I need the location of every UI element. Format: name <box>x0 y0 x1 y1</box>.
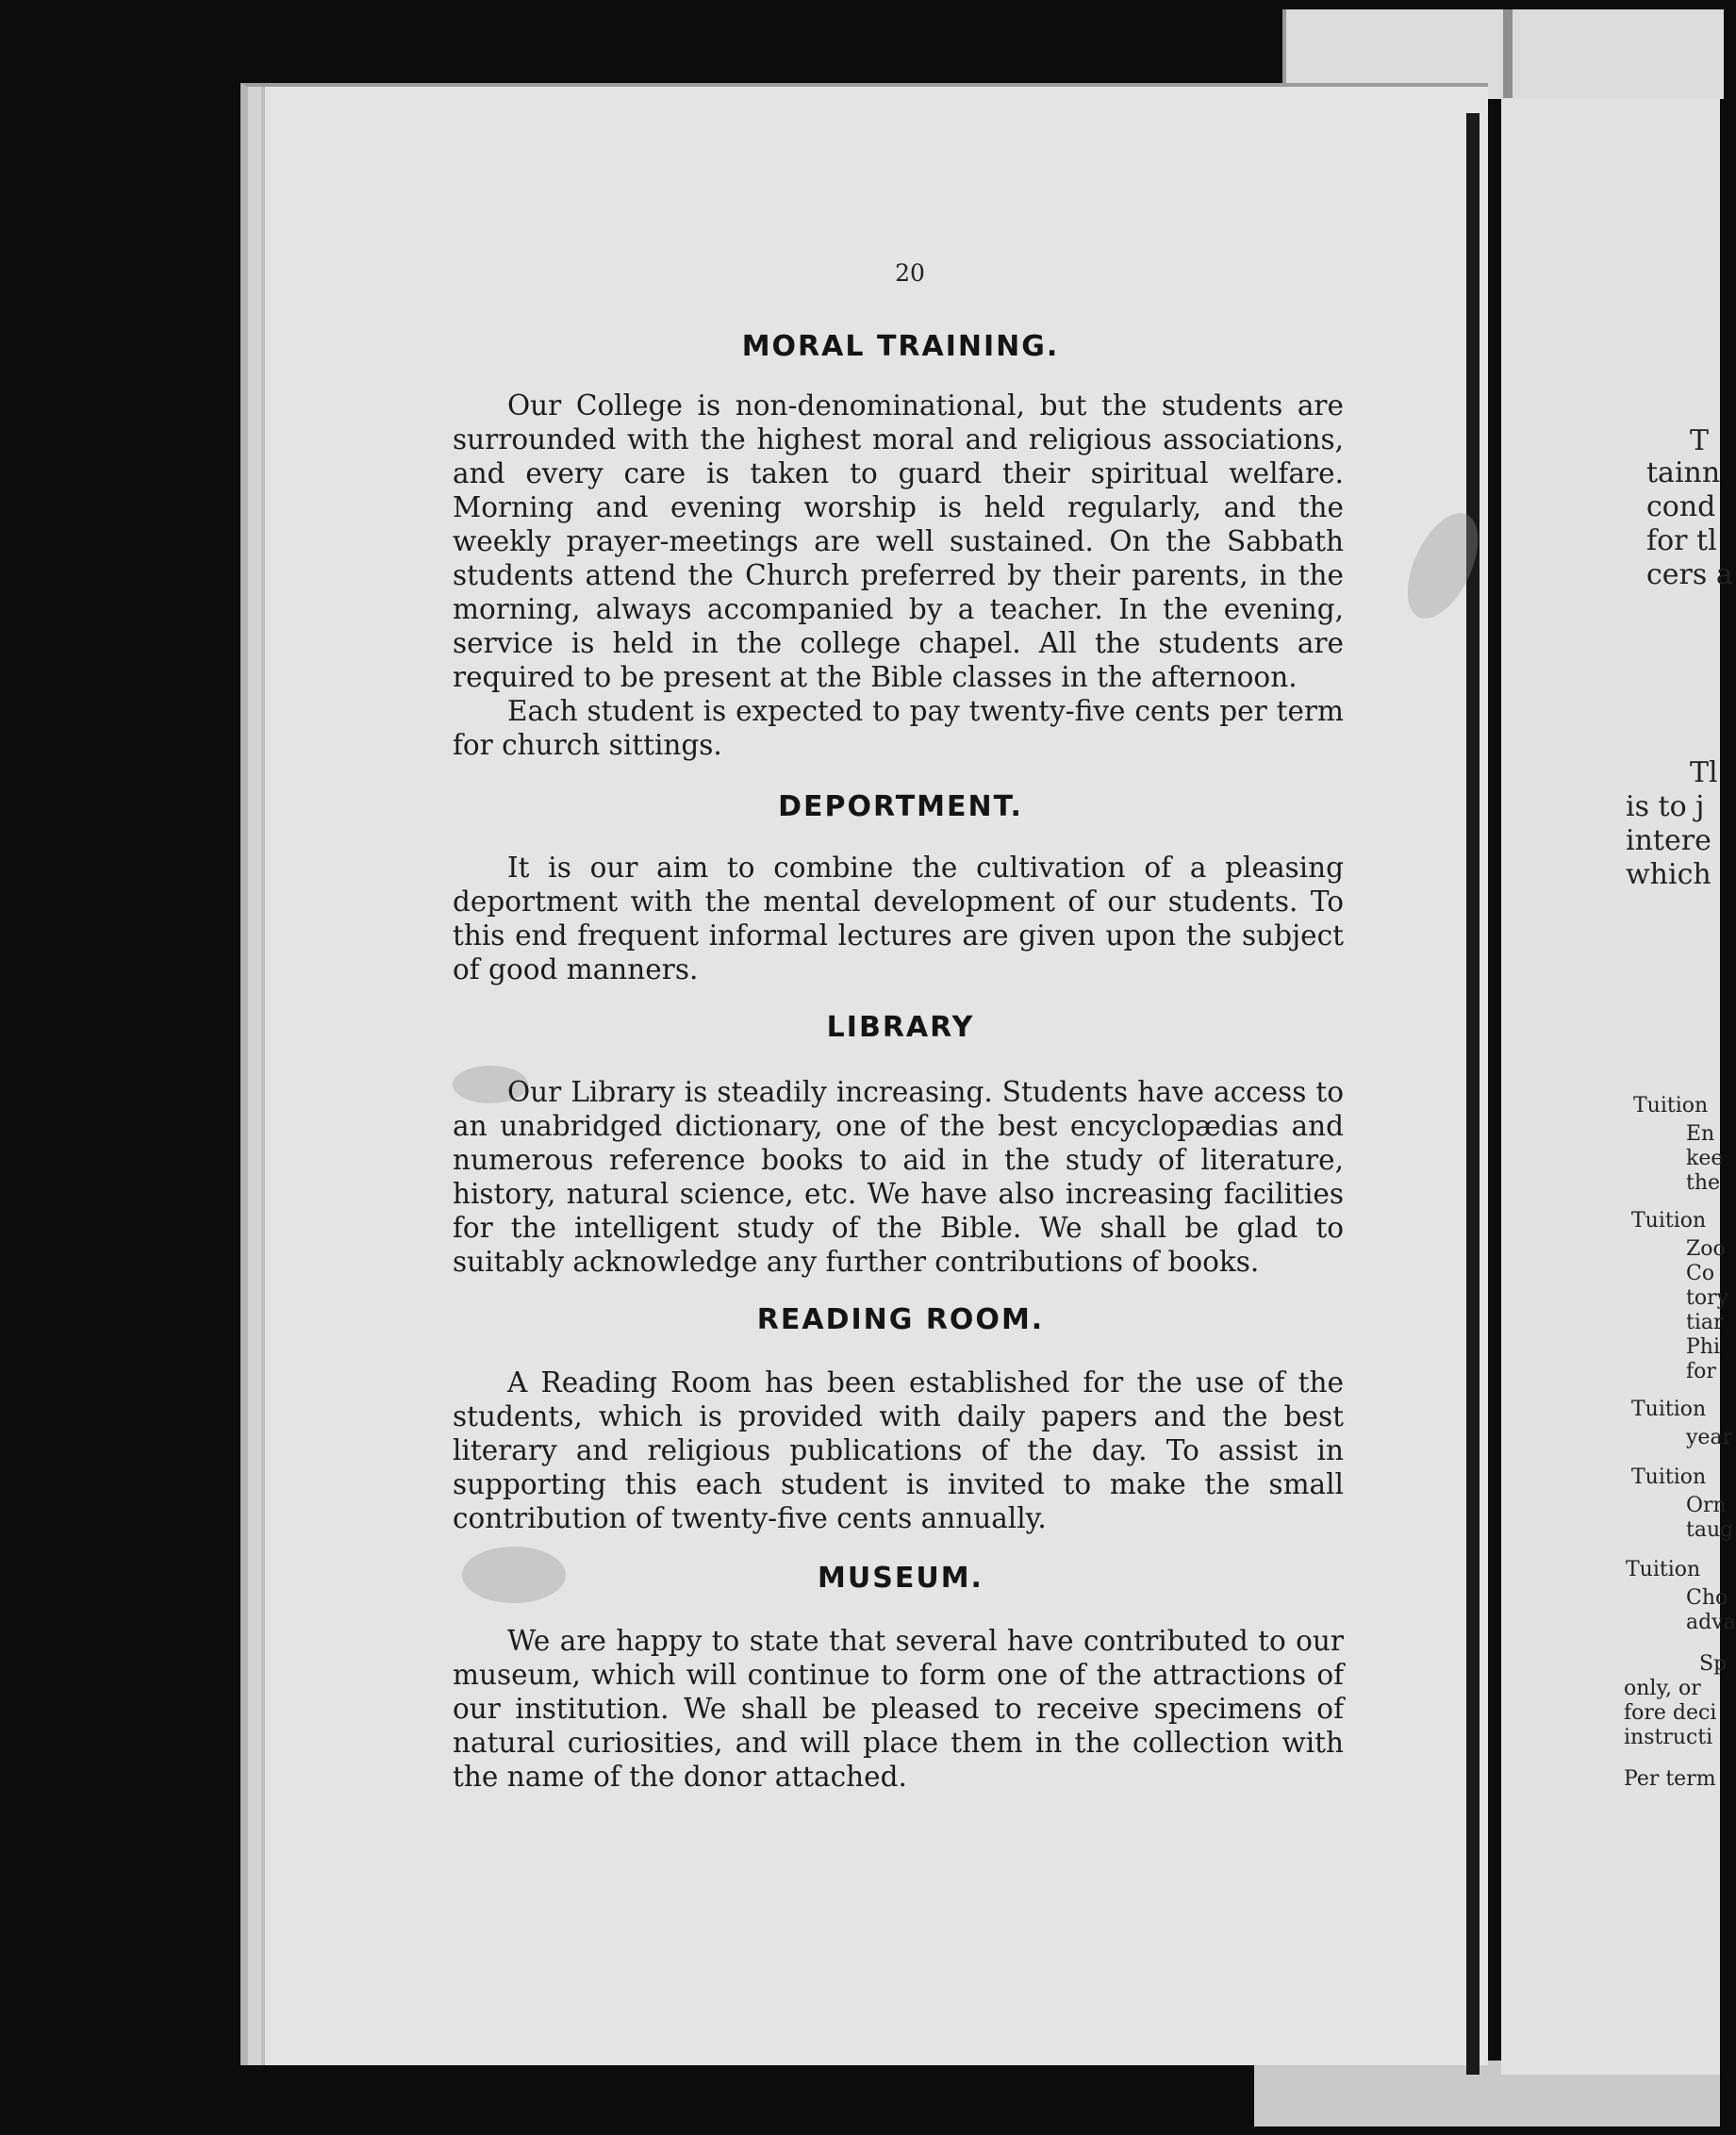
section-body-museum <box>453 1624 1344 1794</box>
right-page-text: instructi <box>1624 1726 1713 1749</box>
right-page-text: kee <box>1686 1147 1724 1170</box>
right-page-text: Tuition <box>1631 1398 1707 1421</box>
section-body-library <box>453 1075 1344 1279</box>
right-page-text: adva <box>1686 1611 1736 1634</box>
right-page-text: for <box>1686 1360 1716 1383</box>
right-page-text: T <box>1690 424 1710 457</box>
right-page-text: Phi <box>1686 1335 1721 1359</box>
paragraph: It is our aim to combine the cultivation of a pleasing deportment with the mental development of our students. To this end frequent informal lectures are given upon the subject of good manners. <box>453 852 1344 985</box>
right-page-text: year <box>1686 1426 1733 1449</box>
section-heading-reading-room: READING ROOM. <box>756 1303 1045 1336</box>
right-page-text: Co <box>1686 1262 1715 1285</box>
section-body-moral-training <box>453 389 1344 762</box>
paragraph: Our Library is steadily increasing. Students have access to an unabridged dictionary, one of the best encyclopædias and numerous reference books to aid in the study of literature, history, natural science, etc. We have also increasing facilities for the intelligent study of the Bible. We shall be glad to suitably acknowledge any further contributions of books. <box>453 1076 1344 1278</box>
paragraph: We are happy to state that several have contributed to our museum, which will continue to form one of the attractions of our institution. We shall be pleased to receive specimens of natural curiosities, and will place them in the collection with the name of the donor attached. <box>453 1625 1344 1793</box>
right-page-text: tainn <box>1646 456 1721 489</box>
right-page-text: which <box>1626 858 1711 891</box>
right-page-text: Tuition <box>1626 1558 1701 1581</box>
binding-seam <box>1503 9 1513 99</box>
page-gutter <box>1466 113 1480 2075</box>
right-page-text: for tl <box>1646 524 1717 557</box>
right-page-text: fore deci <box>1624 1701 1717 1725</box>
right-page-text: only, or <box>1624 1677 1701 1700</box>
right-page-text: Orn <box>1686 1494 1727 1517</box>
right-page-text: Tuition <box>1631 1465 1707 1489</box>
right-page-text: intere <box>1626 824 1711 857</box>
paragraph: Each student is expected to pay twenty-five cents per term for church sittings. <box>453 695 1344 761</box>
paragraph: A Reading Room has been established for the use of the students, which is provided with daily papers and the best literary and religious publications of the day. To assist in supporting this each student is invited to make the small contribution of twenty-five cents annually. <box>453 1366 1344 1534</box>
right-page-text: is to j <box>1626 790 1705 823</box>
right-page-text: taug <box>1686 1518 1734 1542</box>
right-page-text: tiar <box>1686 1311 1724 1334</box>
paragraph: Our College is non-denominational, but the students are surrounded with the highest moral and religious associations, and every care is taken to guard their spiritual welfare. Morning and evening worship is held regularly, and the weekly prayer-meetings are well sustained. On the Sabbath students attend the Church preferred by their parents, in the morning, always accompanied by a teacher. In the evening, service is held in the college chapel. All the students are required to be present at the Bible classes in the afternoon. <box>453 389 1344 693</box>
right-page-text: Cho <box>1686 1586 1728 1610</box>
right-page-text: cond <box>1646 490 1716 523</box>
right-page-text: the <box>1686 1171 1721 1195</box>
right-page-text: tory <box>1686 1286 1729 1310</box>
section-heading-moral-training: MORAL TRAINING. <box>741 330 1060 363</box>
section-heading-museum: MUSEUM. <box>818 1562 984 1595</box>
right-page-text: cers a <box>1646 558 1733 591</box>
right-page-text: Tl <box>1690 756 1718 789</box>
right-page-text: Tuition <box>1633 1094 1709 1117</box>
right-page-text: Per term <box>1624 1767 1716 1791</box>
right-page-text: Tuition <box>1631 1209 1707 1233</box>
page-number: 20 <box>895 259 925 287</box>
section-heading-deportment: DEPORTMENT. <box>778 790 1023 823</box>
right-page-text: En <box>1686 1122 1715 1146</box>
section-heading-library: LIBRARY <box>826 1011 975 1044</box>
section-body-reading-room <box>453 1365 1344 1535</box>
right-page-text: Sp <box>1699 1652 1728 1676</box>
right-page-text: Zoo <box>1686 1237 1726 1261</box>
right-page-fragment <box>1501 98 1736 2075</box>
section-body-deportment <box>453 851 1344 986</box>
